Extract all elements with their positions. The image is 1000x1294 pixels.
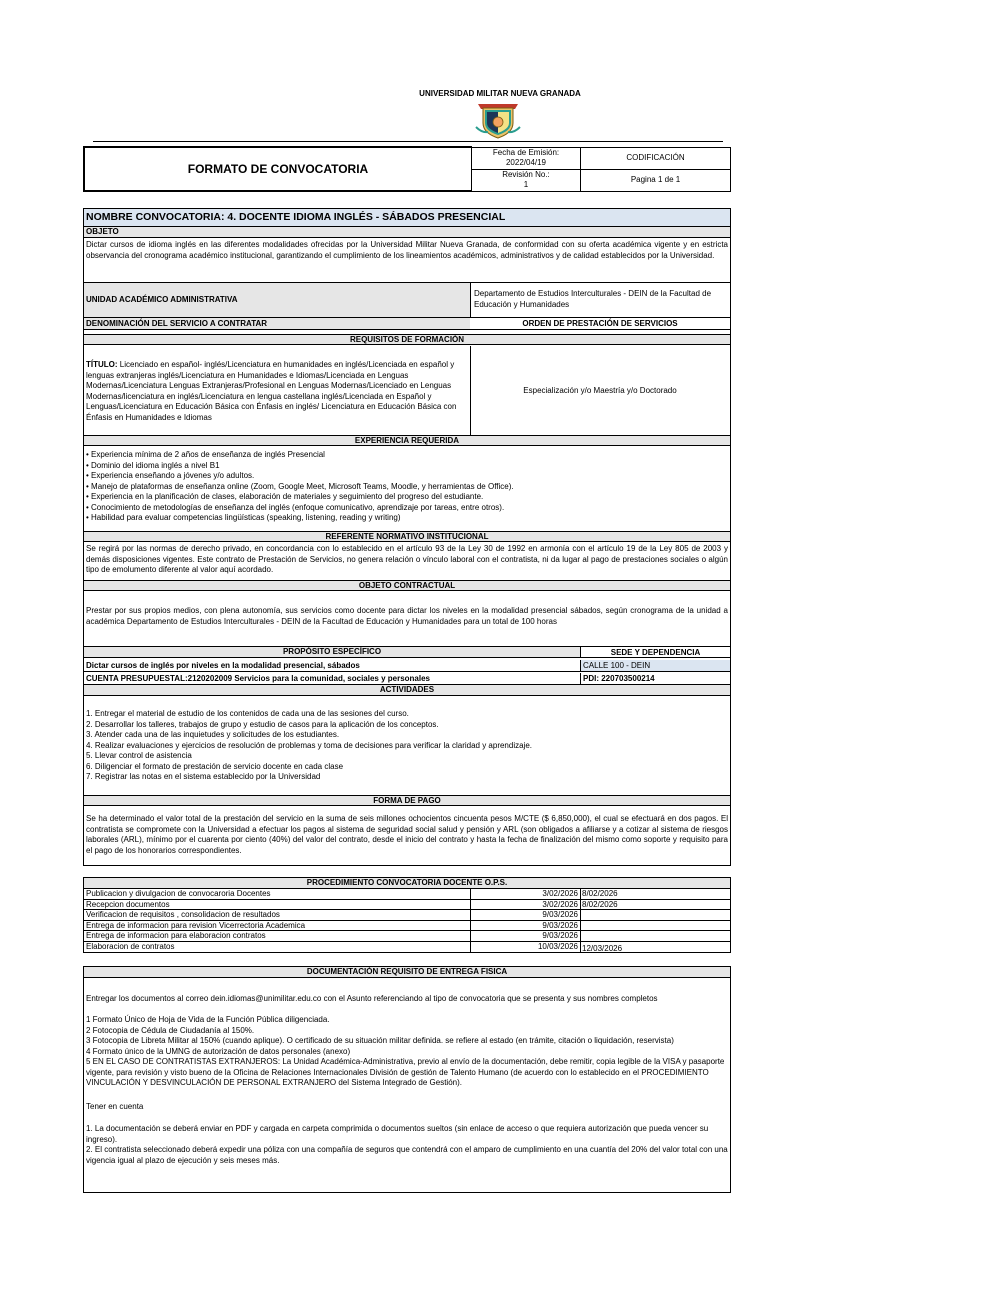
end-date-cell: [580, 931, 730, 941]
notes-list: [84, 1124, 730, 1166]
list-item: 4 Formato único de la UMNG de autorización de datos personales (anexo): [86, 1046, 351, 1056]
list-item: 5 EN EL CASO DE CONTRATISTAS EXTRANJEROS: La Unidad Académica-Administrativa, previo al envío de la documentación, debe remitir, copia legible de la VISA y pasaporte vigente, para revisión y visto bueno de la Oficina de Relaciones Internacionales División de gestión de Talento Humano (de acuerdo con lo establecido en el PROCEDIMIENTO VINCULACIÓN Y DESVINCULACIÓN DE PERSONAL EXTRANJERO del Sistema Integrado de Gestión).: [86, 1057, 725, 1087]
list-item: 3. Atender cada una de las inquietudes y solicitudes de los estudiantes.: [86, 730, 340, 739]
table-row: [84, 942, 730, 953]
activity-cell: Entrega de informacion para elaboracion contratos: [86, 931, 266, 940]
activity-cell: Publicacion y divulgacion de convocaroria Docentes: [86, 889, 271, 898]
titulo-text: [84, 360, 472, 423]
denominacion-row: [84, 318, 730, 330]
format-title: FORMATO DE CONVOCATORIA: [84, 147, 472, 191]
cuenta-row: [84, 673, 730, 685]
list-item: 5. Llevar control de asistencia: [86, 751, 192, 760]
denominacion-label: DENOMINACIÓN DEL SERVICIO A CONTRATAR: [84, 318, 470, 329]
revision-number: 1: [523, 180, 529, 189]
documentacion-intro: Entregar los documentos al correo dein.idiomas@unimilitar.edu.co con el Asunto referenciando al tipo de convocatoria que se presenta y sus nombres completos: [86, 994, 658, 1003]
list-item: 2. El contratista seleccionado deberá expedir una póliza con una compañía de seguros que contendrá con el amparo de cumplimiento en una cuantía del 20% del valor total con una vigencia igual al plazo de ejecución y seis meses más.: [86, 1145, 728, 1165]
referente-label: REFERENTE NORMATIVO INSTITUCIONAL: [84, 531, 730, 542]
postgrado-value: Especialización y/o Maestría y/o Doctorado: [523, 386, 677, 395]
unidad-label: UNIDAD ACADÉMICO ADMINISTRATIVA: [86, 295, 238, 304]
list-item: 2 Fotocopia de Cédula de Ciudadanía al 150%.: [86, 1025, 255, 1035]
start-date-cell: 9/03/2026: [542, 920, 578, 930]
procedimiento-box: [83, 877, 731, 953]
procedimiento-title: PROCEDIMIENTO CONVOCATORIA DOCENTE O.P.S.: [84, 878, 730, 889]
end-date-cell: [580, 910, 730, 920]
objeto-contractual-label: OBJETO CONTRACTUAL: [84, 580, 730, 591]
proposito-row: [84, 660, 730, 672]
list-item: 1. Entregar el material de estudio de los contenidos de cada una de las sesiones del curso.: [86, 709, 409, 718]
codification: CODIFICACIÓN: [581, 147, 731, 169]
start-date-cell: 9/03/2026: [542, 910, 578, 919]
emission-date: 2022/04/19: [505, 158, 547, 167]
proposito-value: Dictar cursos de inglés por niveles en la modalidad presencial, sábados: [86, 661, 360, 670]
list-item: • Experiencia mínima de 2 años de enseñanza de inglés Presencial: [86, 450, 325, 459]
start-date-cell: 9/03/2026: [542, 931, 578, 940]
list-item: • Experiencia enseñando a jóvenes y/o adultos.: [86, 471, 255, 480]
start-date-cell: 3/02/2026: [542, 899, 578, 909]
list-item: 4. Realizar evaluaciones y ejercicios de resolución de problemas y toma de decisiones para verificar la claridad y aprendizaje.: [86, 740, 533, 750]
revision-label: Revisión No.:: [502, 170, 550, 179]
list-item: • Habilidad para evaluar competencias lingüísticas (speaking, listening, reading y writing): [86, 513, 401, 522]
emission-label: Fecha de Emisión:: [492, 148, 560, 157]
list-item: 3 Fotocopia de Libreta Militar al 150% (cuando aplique). O certificado de su situación militar definida. se refiere al estado (en trámite, citación o liquidación, reservista): [86, 1036, 674, 1045]
sede-label: SEDE Y DEPENDENCIA: [610, 648, 701, 657]
page-number: Pagina 1 de 1: [581, 169, 731, 191]
titulo-row: [84, 346, 730, 436]
list-item: 6. Diligenciar el formato de prestación de servicio docente en cada clase: [86, 761, 344, 771]
sede-value: CALLE 100 - DEIN: [581, 660, 730, 671]
actividades-list: [84, 709, 730, 787]
activity-cell: Entrega de informacion para revision Vicerrectoria Academica: [86, 920, 306, 930]
experiencia-label: EXPERIENCIA REQUERIDA: [84, 435, 730, 446]
end-date-cell: 12/03/2026: [582, 943, 623, 952]
tener-en-cuenta: Tener en cuenta: [86, 1102, 144, 1111]
experiencia-list: [84, 450, 730, 528]
umng-crest-icon: [474, 99, 522, 139]
unidad-row: [84, 282, 730, 318]
list-item: 1 Formato Único de Hoja de Vida de la Función Pública diligenciada.: [86, 1015, 330, 1024]
list-item: 7. Registrar las notas en el sistema establecido por la Universidad: [86, 772, 321, 781]
end-date-cell: 8/02/2026: [582, 889, 618, 898]
university-name: UNIVERSIDAD MILITAR NUEVA GRANADA: [419, 89, 581, 98]
unidad-value: Departamento de Estudios Interculturales - DEIN de la Facultad de Educación y Humanidades: [474, 289, 712, 309]
pdi-value: PDI: 220703500214: [583, 674, 655, 683]
list-item: • Conocimiento de metodologías de enseñanza del inglés (enfoque comunicativo, aprendizaje por tareas, entre otros).: [86, 502, 505, 512]
table-row: [84, 910, 730, 921]
requisitos-label: REQUISITOS DE FORMACIÓN: [84, 334, 730, 345]
actividades-label: ACTIVIDADES: [84, 685, 730, 696]
proposito-label: PROPÓSITO ESPECÍFICO: [84, 647, 580, 657]
denominacion-value: ORDEN DE PRESTACIÓN DE SERVICIOS: [522, 319, 678, 328]
end-date-cell: 8/02/2026: [582, 899, 618, 909]
list-item: • Experiencia en la planificación de clases, elaboración de materiales y seguimiento del progreso del estudiante.: [86, 492, 484, 501]
titulo-list: Licenciado en español- inglés/Licenciatura en humanidades en inglés/Licenciada en español y lenguas extranjeras inglés/Licenciatura en Humanidades e Idiomas/Licenciada en Lenguas Modernas/Licenciatura Lenguas Extranjeras/Profesional en Lenguas Modernas/Licenciado en Lenguas Modernas/licenciatura en inglés/Licenciatura en lengua castellana inglés/Licenciada en Español y Lenguas/Licenciatura en Educación Básica con Énfasis en inglés/ Licenciatura en Educación Básica con Énfasis en Humanidades e Idiomas: [86, 360, 457, 422]
documentacion-title: DOCUMENTACIÓN REQUISITO DE ENTREGA FISICA: [84, 967, 730, 978]
list-item: • Dominio del idioma inglés a nivel B1: [86, 460, 220, 470]
table-row: [84, 889, 730, 900]
convocatoria-name: NOMBRE CONVOCATORIA: 4. DOCENTE IDIOMA INGLÉS - SÁBADOS PRESENCIAL: [84, 209, 730, 227]
objeto-label: OBJETO: [84, 227, 730, 238]
column-divider: [470, 283, 471, 317]
format-header-table: [83, 146, 731, 192]
objeto-contractual-text: Prestar por sus propios medios, con plena autonomía, sus servicios como docente para dictar los niveles en la modalidad presencial sábados, según cronograma de la unidad a académica Departamento de Estudios Interculturales - DEIN de la Facultad de Educación y Humanidades para un total de 100 horas: [86, 606, 728, 626]
procedimiento-rows: [84, 889, 730, 952]
table-row: [84, 921, 730, 932]
table-row: [84, 931, 730, 942]
revision-cell: [472, 169, 581, 191]
activity-cell: Elaboracion de contratos: [86, 941, 175, 951]
table-row: [84, 900, 730, 911]
list-item: • Manejo de plataformas de enseñanza online (Zoom, Google Meet, Microsoft Teams, Moodle, y herramientas de Office).: [86, 481, 514, 491]
unidad-label-cell: [84, 283, 470, 317]
activity-cell: Recepcion documentos: [86, 899, 170, 909]
documentacion-list: [84, 1015, 730, 1089]
header-divider: [93, 141, 723, 142]
cuenta-value: CUENTA PRESUPUESTAL:2120202009 Servicios para la comunidad, sociales y personales: [86, 674, 430, 683]
start-date-cell: 10/03/2026: [537, 941, 578, 951]
documentacion-box: [83, 966, 731, 1193]
pago-label: FORMA DE PAGO: [84, 795, 730, 806]
titulo-label: TÍTULO:: [86, 360, 118, 369]
list-item: 2. Desarrollar los talleres, trabajos de grupo y estudio de casos para la aplicación de los conceptos.: [86, 719, 439, 729]
convocatoria-box: [83, 208, 731, 866]
emission-cell: [472, 147, 581, 169]
start-date-cell: 3/02/2026: [542, 889, 578, 898]
objeto-text: Dictar cursos de idioma inglés en las diferentes modalidades ofrecidas por la Universidad Militar Nueva Granada, de conformidad con su oferta académica vigente y en estricta observancia del cronograma académico institucional, garantizando el cumplimiento de los lineamientos académicos, administrativos y de calidad establecidos por la Universidad.: [86, 240, 728, 260]
referente-text: Se regirá por las normas de derecho privado, en concordancia con lo establecido en el artículo 93 de la Ley 30 de 1992 en armonía con el artículo 19 de la Ley 805 de 2003 y demás disposiciones vigentes. Este contrato de Prestación de Servicios, no genera relación o vínculo laboral con el contratista, ni da lugar al pago de prestaciones sociales o algún tipo de emolumento diferente al valor aquí acordado.: [86, 544, 728, 574]
list-item: 1. La documentación se deberá enviar en PDF y cargada en carpeta comprimida o documentos sueltos (sin enlace de acceso o que requiera autorización que pueda vencer su ingreso).: [86, 1124, 709, 1144]
end-date-cell: [580, 921, 730, 931]
proposito-header-row: [84, 646, 730, 658]
pago-text: Se ha determinado el valor total de la prestación del servicio en la suma de seis millones ochocientos cincuenta pesos M/CTE ($ 6,850,000), el cual se efectuará en dos pagos. El contratista se compromete con la Universidad a efectuar los pagos al sistema de seguridad social salud y pensión y ARL (son obligados a afiliarse y a cotizar al sistema de riesgos laborales (ARL), mínimo por el cuarenta por ciento (40%) del valor del contrato, desde el inicio del contrato y hasta la fecha de finalización del mismo como soporte y requisito para el pago de los honorarios correspondientes.: [86, 814, 728, 855]
activity-cell: Verificacion de requisitos , consolidacion de resultados: [86, 910, 280, 919]
